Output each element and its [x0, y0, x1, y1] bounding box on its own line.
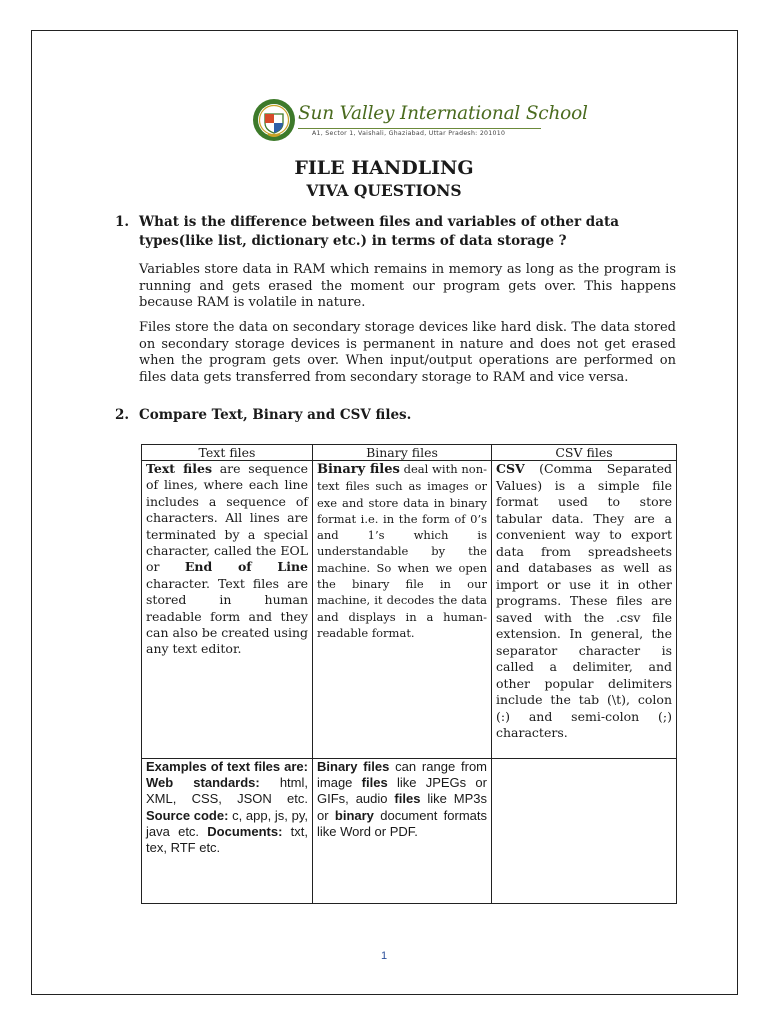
binary-files-cell: Binary files deal with non-text files such as images or exe and store data in binary format i.e. in the form of 0’s and 1’s which is understandable by the machine. So when we open the binary file in our machine, it decodes the data and displays in a human-readable format.: [313, 461, 492, 759]
table-header: Binary files: [313, 445, 492, 461]
table-header: CSV files: [492, 445, 677, 461]
question-number: 1.: [115, 214, 130, 230]
comparison-table: [141, 444, 677, 904]
answer-paragraph: Files store the data on secondary storage devices like hard disk. The data stored on secondary storage devices is permanent in nature and does not get erased when the program gets over. When input/output operations are performed on files data gets transferred from secondary storage to RAM and vice versa.: [139, 320, 676, 385]
text-files-examples-cell: Examples of text files are: Web standards: html, XML, CSS, JSON etc. Source code: c, app, js, py, java etc. Documents: txt, tex, RTF etc.: [142, 759, 313, 904]
logo-divider: [298, 128, 541, 129]
binary-files-examples-cell: Binary files can range from image files like JPEGs or GIFs, audio files like MP3s or binary document formats like Word or PDF.: [313, 759, 492, 904]
school-name: Sun Valley International School: [298, 103, 588, 124]
school-emblem-icon: [252, 98, 296, 142]
document-subtitle: VIVA QUESTIONS: [306, 181, 462, 200]
question-text: Compare Text, Binary and CSV files.: [139, 407, 412, 423]
school-address: A1, Sector 1, Vaishali, Ghaziabad, Uttar Pradesh: 201010: [312, 130, 506, 137]
question-number: 2.: [115, 407, 130, 423]
document-title: FILE HANDLING: [294, 157, 474, 179]
empty-cell: [492, 759, 677, 904]
table-header: Text files: [142, 445, 313, 461]
question-text: What is the difference between files and variables of other data types(like list, dictionary etc.) in terms of data storage ?: [139, 214, 619, 249]
answer-paragraph: Variables store data in RAM which remains in memory as long as the program is running and gets erased the moment our program gets over. This happens because RAM is volatile in nature.: [139, 262, 676, 310]
page-number: 1: [380, 950, 388, 962]
text-files-cell: Text files are sequence of lines, where each line includes a sequence of characters. All lines are terminated by a special character, called the EOL or End of Line character. Text files are stored in human readable form and they can also be created using any text editor.: [142, 461, 313, 759]
csv-files-cell: CSV (Comma Separated Values) is a simple file format used to store tabular data. They are a convenient way to export data from spreadsheets and databases as well as import or use it in other programs. These files are saved with the .csv file extension. In general, the separator character is called a delimiter, and other popular delimiters include the tab (\t), colon (:) and semi-colon (;) characters.: [492, 461, 677, 759]
school-logo: [252, 96, 588, 146]
